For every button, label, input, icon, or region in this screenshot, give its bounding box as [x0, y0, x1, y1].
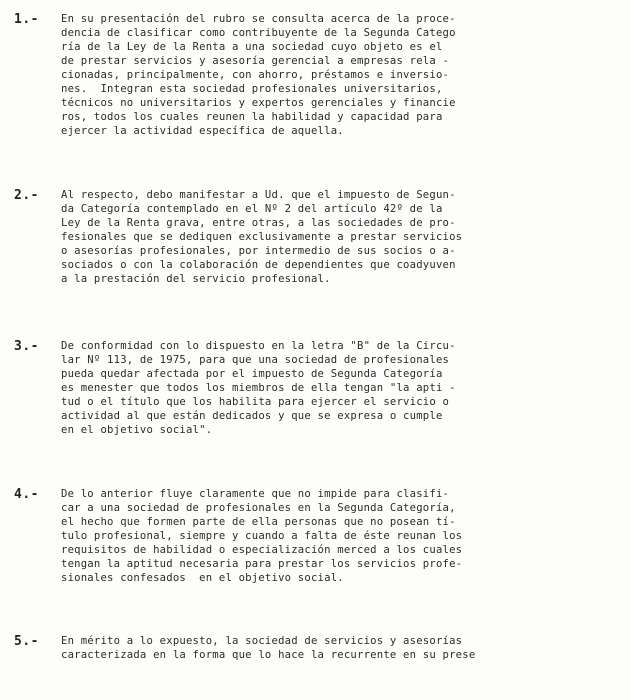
paragraph-text — [61, 487, 614, 585]
text-line: requisitos de habilidad o especialización merced a los cuales — [61, 544, 463, 556]
text-line: En su presentación del rubro se consulta acerca de la proce- — [61, 13, 456, 25]
text-line: sionales confesados en el objetivo social. — [61, 572, 344, 584]
paragraph-number: 3.- — [14, 339, 39, 354]
paragraph-number: 2.- — [14, 188, 39, 203]
paragraph-text — [61, 12, 614, 138]
paragraph-text — [61, 634, 614, 662]
text-line: lar Nº 113, de 1975, para que una sociedad de profesionales — [61, 354, 450, 366]
text-line: es menester que todos los miembros de ella tengan "la apti - — [61, 382, 456, 394]
paragraph-number: 4.- — [14, 487, 39, 502]
text-line: caracterizada en la forma que lo hace la recurrente en su prese — [61, 649, 476, 661]
text-line: fesionales que se dediquen exclusivamente a prestar servicios — [61, 231, 463, 243]
text-line: da Categoría contemplado en el Nº 2 del artículo 42º de la — [61, 203, 443, 215]
text-line: pueda quedar afectada por el impuesto de Segunda Categoría — [61, 368, 443, 380]
text-line: cionadas, principalmente, con ahorro, préstamos e inversio- — [61, 69, 450, 81]
paragraph-text — [61, 339, 614, 437]
text-line: ejercer la actividad específica de aquella. — [61, 125, 344, 137]
paragraph-text — [61, 188, 614, 286]
paragraph-number: 5.- — [14, 634, 39, 649]
text-line: tud o el título que los habilita para ejercer el servicio o — [61, 396, 450, 408]
text-line: De lo anterior fluye claramente que no impide para clasifi- — [61, 488, 450, 500]
text-line: sociados o con la colaboración de dependientes que coadyuven — [61, 259, 456, 271]
text-line: o asesorías profesionales, por intermedio de sus socios o a- — [61, 245, 456, 257]
text-line: a la prestación del servicio profesional. — [61, 273, 331, 285]
text-line: dencia de clasificar como contribuyente de la Segunda Catego — [61, 27, 456, 39]
text-line: el hecho que formen parte de ella personas que no posean tí- — [61, 516, 456, 528]
text-line: ría de la Ley de la Renta a una sociedad cuyo objeto es el — [61, 41, 443, 53]
text-line: Al respecto, debo manifestar a Ud. que el impuesto de Segun- — [61, 189, 456, 201]
text-line: car a una sociedad de profesionales en la Segunda Categoría, — [61, 502, 456, 514]
text-line: nes. Integran esta sociedad profesionales universitarios, — [61, 83, 443, 95]
text-line: De conformidad con lo dispuesto en la letra "B" de la Circu- — [61, 340, 456, 352]
text-line: en el objetivo social". — [61, 424, 213, 436]
text-line: Ley de la Renta grava, entre otras, a las sociedades de pro- — [61, 217, 456, 229]
text-line: tengan la aptitud necesaria para prestar los servicios profe- — [61, 558, 463, 570]
text-line: En mérito a lo expuesto, la sociedad de servicios y asesorías — [61, 635, 463, 647]
paragraph-number: 1.- — [14, 12, 39, 27]
text-line: técnicos no universitarios y expertos gerenciales y financie — [61, 97, 456, 109]
text-line: de prestar servicios y asesoría gerencial a empresas rela - — [61, 55, 450, 67]
text-line: actividad al que están dedicados y que se expresa o cumple — [61, 410, 443, 422]
text-line: ros, todos los cuales reunen la habilidad y capacidad para — [61, 111, 443, 123]
text-line: tulo profesional, siempre y cuando a falta de éste reunan los — [61, 530, 463, 542]
